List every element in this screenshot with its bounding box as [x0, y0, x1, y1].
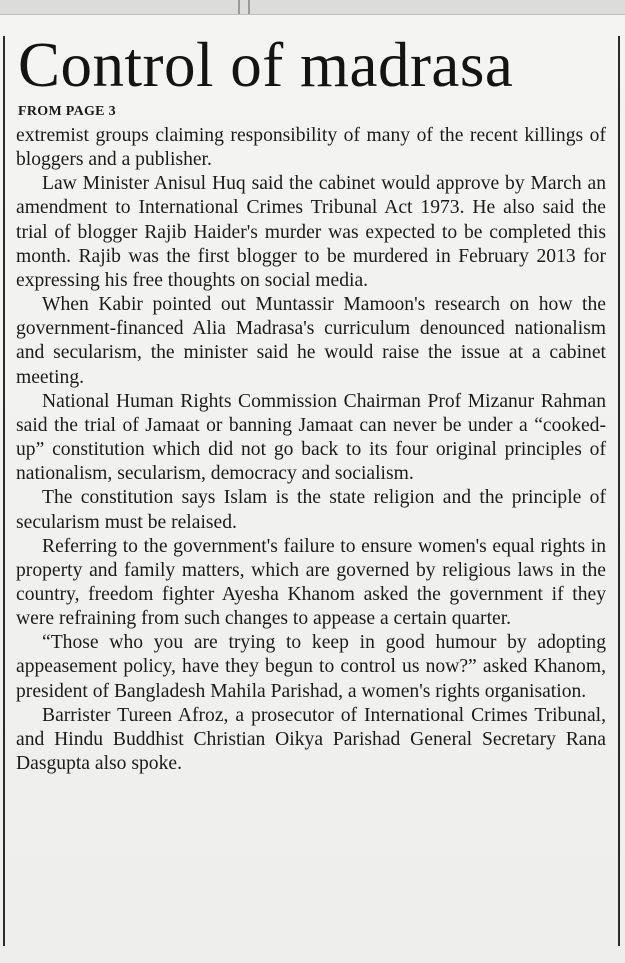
- article-headline: Control of madrasa: [18, 30, 514, 100]
- top-page-edge: [0, 0, 625, 15]
- edge-mark: [238, 0, 240, 14]
- article-paragraph: extremist groups claiming responsibility of many of the recent killings of bloggers and a publisher.: [16, 125, 606, 171]
- edge-mark: [248, 0, 250, 14]
- article-paragraph: The constitution says Islam is the state religion and the principle of secularism must be relaised.: [16, 487, 606, 533]
- article-paragraph: Referring to the government's failure to ensure women's equal rights in property and family matters, which are governed by religious laws in the country, freedom fighter Ayesha Khanom asked the government if they were refraining from such changes to appease a certain quarter.: [16, 535, 606, 630]
- jump-line: FROM PAGE 3: [18, 104, 116, 119]
- article-paragraph: Law Minister Anisul Huq said the cabinet would approve by March an amendment to International Crimes Tribunal Act 1973. He also said the trial of blogger Rajib Haider's murder was expected to be completed this month. Rajib was the first blogger to be murdered in February 2013 for expressing his free thoughts on social media.: [16, 173, 606, 291]
- column-rule-left: [3, 36, 5, 946]
- article-paragraph: Barrister Tureen Afroz, a prosecutor of International Crimes Tribunal, and Hindu Buddhist Christian Oikya Parishad General Secretary Rana Dasgupta also spoke.: [16, 704, 606, 775]
- article-paragraph: When Kabir pointed out Muntassir Mamoon's research on how the government-financed Alia Madrasa's curriculum denounced nationalism and secularism, the minister said he would raise the issue at a cabinet meeting.: [16, 294, 606, 388]
- article-paragraph: National Human Rights Commission Chairman Prof Mizanur Rahman said the trial of Jamaat or banning Jamaat can never be under a “cooked-up” constitution which did not go back to its four original principles of nationalism, secularism, democracy and socialism.: [16, 390, 606, 485]
- article-paragraph: “Those who you are trying to keep in good humour by adopting appeasement policy, have they begun to control us now?” asked Khanom, president of Bangladesh Mahila Parishad, a women's rights organisation.: [16, 632, 606, 702]
- column-rule-right: [618, 36, 620, 946]
- article-body: [16, 124, 606, 776]
